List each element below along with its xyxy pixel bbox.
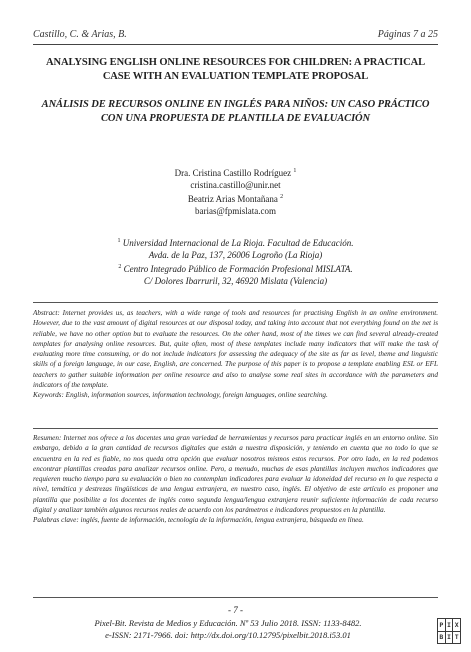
affiliation-1-sup: 1 xyxy=(117,238,121,244)
affiliations xyxy=(60,235,411,287)
title-english: ANALYSING ENGLISH ONLINE RESOURCES FOR CHILDREN: A PRACTICAL CASE WITH AN EVALUATION TEMPLATE PROPOSAL xyxy=(46,57,425,82)
abstract-keywords: Keywords: English, information sources, information technology, foreign languages, online searching. xyxy=(33,391,328,400)
running-head-pages: Páginas 7 a 25 xyxy=(377,29,438,40)
resumen-text: Resumen: Internet nos ofrece a los docentes una gran variedad de herramientas y recursos para practicar inglés en un entorno online. Sin embargo, debido a la gran cantidad de recursos digitales que están a nuestra disposición, y teniendo en cuenta que no todo lo que se encuentra en la red es fiable, no nos queda otra opción que evaluar nosotros mismos estos recursos. Por otro lado, en la red podemos encontrar plantillas creadas para analizar recursos online. Pero, a menudo, muchas de esas plantillas incluyen muchos indicadores que requieren mucho tiempo para su evaluación o bien no contemplan indicadores para evaluar la idoneidad del recurso en lo que respecta a nivel, temática y destrezas lingüísticas de una lengua extranjera, en nuestro caso, inglés. El objetivo de este artículo es proponer una plantilla que posibilite a los docentes de inglés como segunda lengua/lengua extranjera reunir suficiente información de cada recurso digital y analizar también algunos recursos reales de acuerdo con los parámetros e indicadores propuestos en la plantilla. xyxy=(33,434,438,515)
running-head-authors: Castillo, C. & Arias, B. xyxy=(33,29,127,40)
affiliation-1-line-1 xyxy=(60,235,411,249)
running-head xyxy=(33,29,438,40)
author-2-email: barias@fpmislata.com xyxy=(194,206,276,216)
abstract-text: Abstract: Internet provides us, as teachers, with a wide range of tools and resources for practising English in an online environment. However, due to the vast amount of digital resources at our disposal today, and taking into account that not everything found on the net is reliable, we have no other option but to evaluate the resources. On the other hand, most of the times we can find several already-created templates for analysing online resources. But, quite often, most of these templates include many indicators that will make the task of evaluating more time consuming, or do not include indicators for assessing the adequacy of the site as far as level, theme and linguistic skills of a foreign language, in our case, English, are concerned. The purpose of this paper is to propose a template enabling ESL or EFL teachers to gather suitable information per online resource and also to analyse some real sites in accordance with the parameters and indicators of the template. xyxy=(33,309,438,390)
logo-letter: P xyxy=(439,620,444,629)
affiliation-2-institution: Centro Integrado Público de Formación Profesional MISLATA. xyxy=(123,264,353,274)
footer-line-1: Pixel-Bit. Revista de Medios y Educación. Nº 53 Julio 2018. ISSN: 1133-8482. xyxy=(94,618,362,628)
author-1-name: Dra. Cristina Castillo Rodríguez xyxy=(174,168,292,178)
affiliation-1-address: Avda. de la Paz, 137, 26006 Logroño (La Rioja) xyxy=(148,250,323,260)
author-2 xyxy=(60,191,411,205)
resumen-keywords: Palabras clave: inglés, fuente de información, tecnología de la información, lengua extranjera, búsqueda en línea. xyxy=(33,516,364,525)
header-rule xyxy=(33,44,438,45)
author-1-sup: 1 xyxy=(293,168,297,174)
affiliation-1-institution: Universidad Internacional de La Rioja. Facultad de Educación. xyxy=(122,238,354,248)
author-2-sup: 2 xyxy=(280,194,284,200)
pixelbit-logo xyxy=(437,618,461,644)
page-number: - 7 - xyxy=(228,605,243,615)
footer-rule xyxy=(33,597,438,598)
author-1 xyxy=(60,165,411,179)
logo-letter: I xyxy=(447,633,451,642)
affiliation-2-line-1 xyxy=(60,261,411,275)
logo-letter: I xyxy=(447,620,451,629)
footer-line-2: e-ISSN: 2171-7966. doi: http://dx.doi.org/10.12795/pixelbit.2018.i53.01 xyxy=(105,629,351,640)
affiliation-2-sup: 2 xyxy=(118,264,122,270)
author-2-name: Beatriz Arias Montañana xyxy=(187,194,278,204)
title-spanish: ANÁLISIS DE RECURSOS ONLINE EN INGLÉS PARA NIÑOS: UN CASO PRÁCTICO CON UNA PROPUESTA DE PLANTILLA DE EVALUACIÓN xyxy=(41,99,430,124)
author-block xyxy=(60,165,411,217)
logo-letter: T xyxy=(454,633,459,642)
journal-footer xyxy=(60,618,396,641)
abstract-block xyxy=(33,308,438,401)
logo-letter: X xyxy=(454,620,459,629)
author-1-email: cristina.castillo@unir.net xyxy=(190,180,281,190)
resumen-top-rule xyxy=(33,428,438,429)
abstract-top-rule xyxy=(33,302,438,303)
resumen-block xyxy=(33,433,438,526)
affiliation-2-address: C/ Dolores Ibarruril, 32, 46920 Mislata (Valencia) xyxy=(143,276,328,286)
logo-letter: B xyxy=(439,633,444,642)
